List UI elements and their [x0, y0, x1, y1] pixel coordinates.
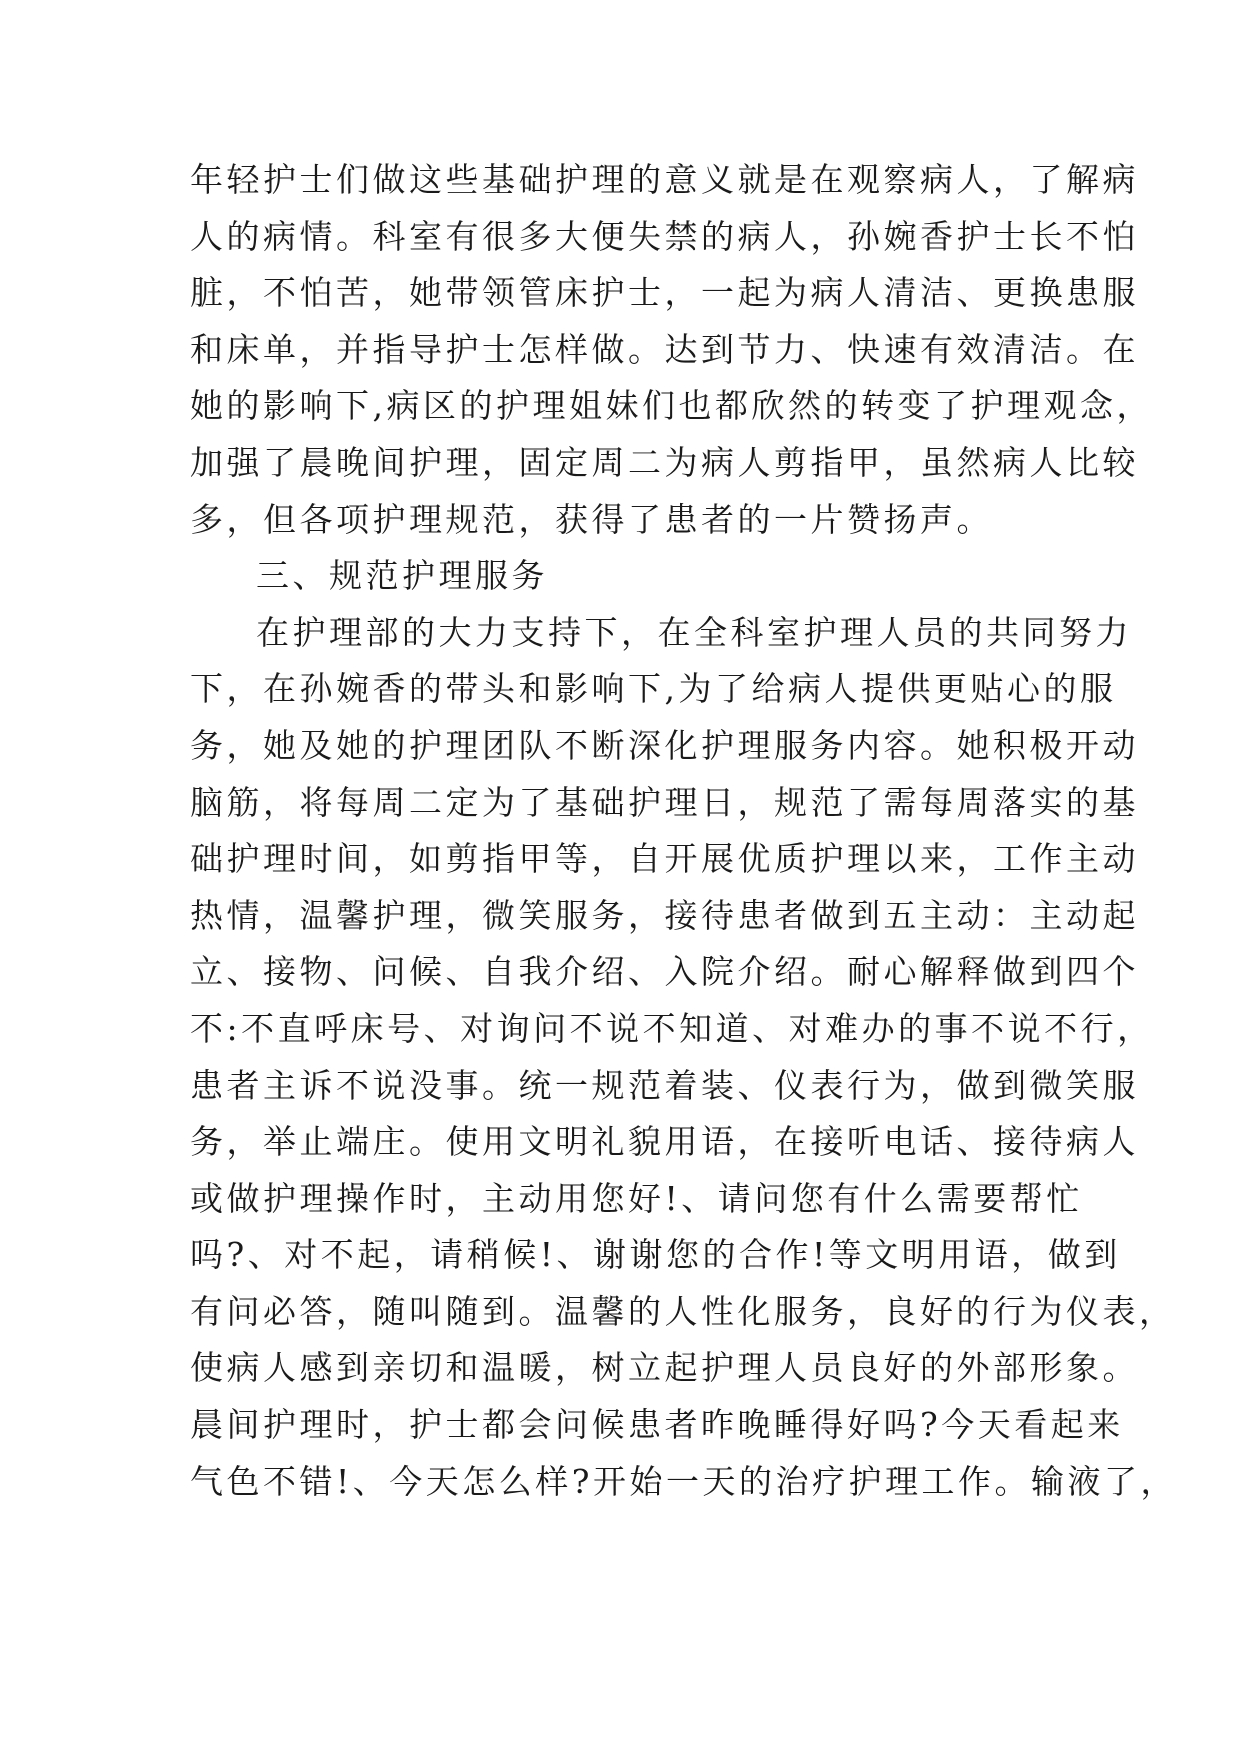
text-line: 吗?、对不起，请稍候!、谢谢您的合作!等文明用语，做到 — [190, 1235, 1121, 1275]
text-line: 务，举止端庄。使用文明礼貌用语，在接听电话、接待病人 — [190, 1122, 1139, 1162]
text-line: 年轻护士们做这些基础护理的意义就是在观察病人，了解病 — [190, 160, 1139, 199]
text-line: 人的病情。科室有很多大便失禁的病人，孙婉香护士长不怕 — [190, 216, 1139, 256]
text-line: 使病人感到亲切和温暖，树立起护理人员良好的外部形象。 — [190, 1348, 1139, 1388]
text-line: 和床单，并指导护士怎样做。达到节力、快速有效清洁。在 — [190, 329, 1139, 369]
text-line: 晨间护理时，护士都会问候患者昨晚睡得好吗?今天看起来 — [190, 1405, 1124, 1445]
text-line: 脏，不怕苦，她带领管床护士，一起为病人清洁、更换患服 — [190, 273, 1139, 313]
text-line: 多，但各项护理规范，获得了患者的一片赞扬声。 — [190, 499, 993, 539]
text-line: 不:不直呼床号、对询问不说不知道、对难办的事不说不行， — [190, 1008, 1154, 1048]
text-line: 脑筋，将每周二定为了基础护理日，规范了需每周落实的基 — [190, 782, 1139, 822]
paragraph-first-line: 在护理部的大力支持下，在全科室护理人员的共同努力 — [256, 612, 1132, 652]
text-line: 加强了晨晚间护理，固定周二为病人剪指甲，虽然病人比较 — [190, 442, 1139, 482]
text-line: 患者主诉不说没事。统一规范着装、仪表行为，做到微笑服 — [190, 1065, 1139, 1105]
text-line: 有问必答，随叫随到。温馨的人性化服务，良好的行为仪表， — [190, 1291, 1176, 1331]
section-heading: 三、规范护理服务 — [256, 556, 548, 596]
text-line: 下，在孙婉香的带头和影响下,为了给病人提供更贴心的服 — [190, 669, 1117, 709]
text-line: 她的影响下,病区的护理姐妹们也都欣然的转变了护理观念， — [190, 386, 1153, 426]
text-line: 气色不错!、今天怎么样?开始一天的治疗护理工作。输液了， — [190, 1461, 1177, 1501]
text-line: 立、接物、问候、自我介绍、入院介绍。耐心解释做到四个 — [190, 952, 1139, 992]
text-line: 热情，温馨护理，微笑服务，接待患者做到五主动：主动起 — [190, 895, 1139, 935]
text-line: 务，她及她的护理团队不断深化护理服务内容。她积极开动 — [190, 725, 1139, 765]
text-line: 础护理时间，如剪指甲等，自开展优质护理以来，工作主动 — [190, 839, 1139, 879]
text-line: 或做护理操作时，主动用您好!、请问您有什么需要帮忙 — [190, 1178, 1083, 1218]
document-body — [190, 152, 1177, 1510]
